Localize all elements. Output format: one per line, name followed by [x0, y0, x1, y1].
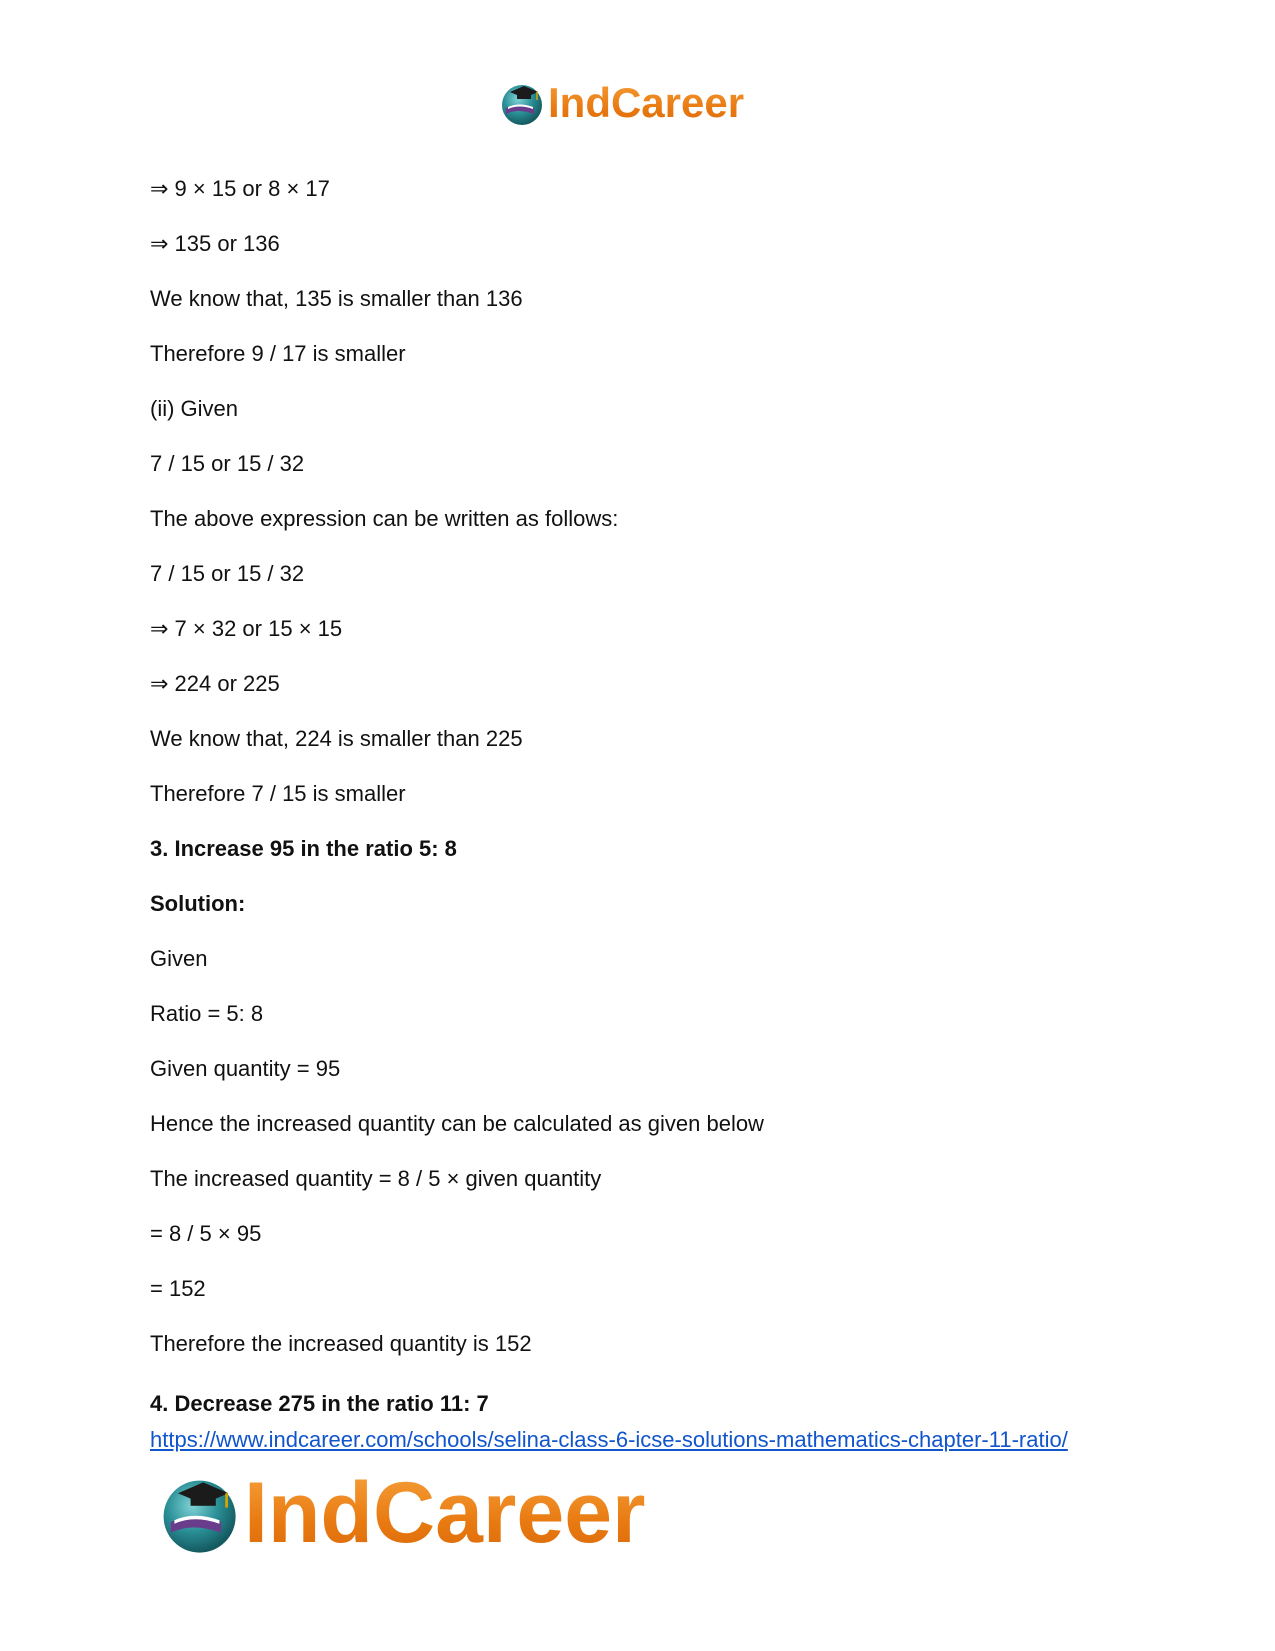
globe-book-icon — [160, 1468, 250, 1558]
section-heading: Solution: — [150, 891, 246, 916]
text-line: ⇒ 9 × 15 or 8 × 17 — [150, 176, 330, 201]
text-line: = 8 / 5 × 95 — [150, 1221, 262, 1246]
text-line: Ratio = 5: 8 — [150, 1001, 264, 1026]
source-link[interactable]: https://www.indcareer.com/schools/selina-class-6-icse-solutions-mathematics-chapter-11-ratio/ — [150, 1427, 1068, 1452]
text-line: Therefore the increased quantity is 152 — [150, 1331, 532, 1356]
text-line: = 152 — [150, 1276, 206, 1301]
text-line: 7 / 15 or 15 / 32 — [150, 561, 305, 586]
document-body — [150, 176, 1150, 1386]
section-heading: 3. Increase 95 in the ratio 5: 8 — [150, 836, 457, 861]
text-line: ⇒ 135 or 136 — [150, 231, 280, 256]
text-line: (ii) Given — [150, 396, 239, 421]
footer-logo — [160, 1465, 646, 1561]
header-logo-text: IndCareer — [548, 79, 745, 126]
text-line: We know that, 135 is smaller than 136 — [150, 286, 523, 311]
header-logo — [500, 78, 744, 128]
footer-logo-text: IndCareer — [244, 1465, 646, 1561]
question-4-heading: 4. Decrease 275 in the ratio 11: 7 — [150, 1391, 489, 1416]
text-line: The increased quantity = 8 / 5 × given quantity — [150, 1166, 602, 1191]
text-line: ⇒ 224 or 225 — [150, 671, 280, 696]
text-line: Therefore 9 / 17 is smaller — [150, 341, 406, 366]
text-line: The above expression can be written as follows: — [150, 506, 619, 531]
text-line: Given — [150, 946, 208, 971]
text-line: Hence the increased quantity can be calculated as given below — [150, 1111, 764, 1136]
text-line: We know that, 224 is smaller than 225 — [150, 726, 523, 751]
text-line: Given quantity = 95 — [150, 1056, 341, 1081]
text-line: Therefore 7 / 15 is smaller — [150, 781, 406, 806]
globe-book-icon — [500, 78, 550, 128]
text-line: ⇒ 7 × 32 or 15 × 15 — [150, 616, 343, 641]
text-line: 7 / 15 or 15 / 32 — [150, 451, 305, 476]
